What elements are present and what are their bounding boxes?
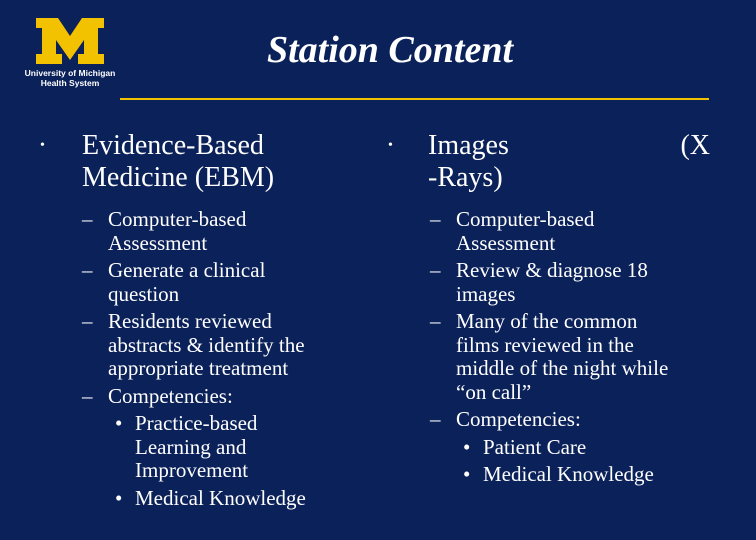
list-item-line: appropriate treatment [108,356,289,380]
block-m-icon [34,18,106,64]
slide-title: Station Content [266,29,514,71]
logo-text-health-system: Health System [40,78,100,88]
list-item [388,259,718,306]
images-heading-x: (X [680,130,710,161]
title-divider [120,98,709,100]
list-item [388,408,718,432]
list-item [40,208,360,255]
competency-item [40,487,360,511]
list-item-line: images [456,281,516,306]
list-item-line: Residents reviewed [108,309,272,333]
list-item-line: Computer-based [108,207,247,231]
list-item-line: Many of the common [456,309,638,333]
competency-line: Improvement [135,458,249,482]
bullet-icon: • [115,485,123,510]
list-item-line: Competencies: [108,383,233,408]
dash-icon: – [430,309,441,333]
dash-icon: – [430,258,441,282]
bullet-icon: • [388,138,393,153]
list-item-line: films reviewed in the [456,332,634,357]
list-item-line: Assessment [108,230,208,255]
logo-text-university: University of Michigan [24,68,116,78]
bullet-icon: • [115,411,123,435]
dash-icon: – [430,407,441,431]
competency-item [388,436,718,460]
dash-icon: – [82,207,93,231]
list-item-line: Review & diagnose 18 [456,258,648,282]
bullet-icon: • [40,138,45,153]
list-item-line: Generate a clinical [108,258,266,282]
images-heading-rays: -Rays) [428,162,503,193]
list-item-line: abstracts & identify the [108,332,305,357]
competency-line: Medical Knowledge [483,462,654,486]
list-item [40,385,360,409]
bullet-icon: • [463,462,471,486]
bullet-icon: • [463,434,471,459]
competency-line: Medical Knowledge [135,485,306,510]
competency-item [388,463,718,487]
list-item-line: Competencies: [456,407,581,431]
list-item [388,310,718,404]
right-column [388,130,718,491]
list-item-line: question [108,281,180,306]
list-item-line: Assessment [456,230,556,255]
dash-icon: – [82,309,93,333]
dash-icon: – [430,207,441,231]
ebm-heading-line: Medicine (EBM) [82,162,275,193]
ebm-heading-line: Evidence-Based [82,130,264,161]
competency-line: Patient Care [483,434,587,459]
images-heading-text: Images [428,130,509,161]
list-item-line: Computer-based [456,207,595,231]
ebm-subitems [40,208,360,510]
competency-line: Learning and [135,434,247,459]
competency-line: Practice-based [135,411,258,435]
left-column [40,130,360,514]
university-logo [22,18,118,94]
images-heading [388,130,718,194]
dash-icon: – [82,258,93,282]
ebm-heading [40,130,360,194]
list-item-line: “on call” [456,379,532,404]
list-item [40,310,360,381]
list-item [388,208,718,255]
competency-item [40,412,360,483]
list-item-line: middle of the night while [456,356,669,380]
list-item [40,259,360,306]
dash-icon: – [82,383,93,408]
images-subitems [388,208,718,487]
